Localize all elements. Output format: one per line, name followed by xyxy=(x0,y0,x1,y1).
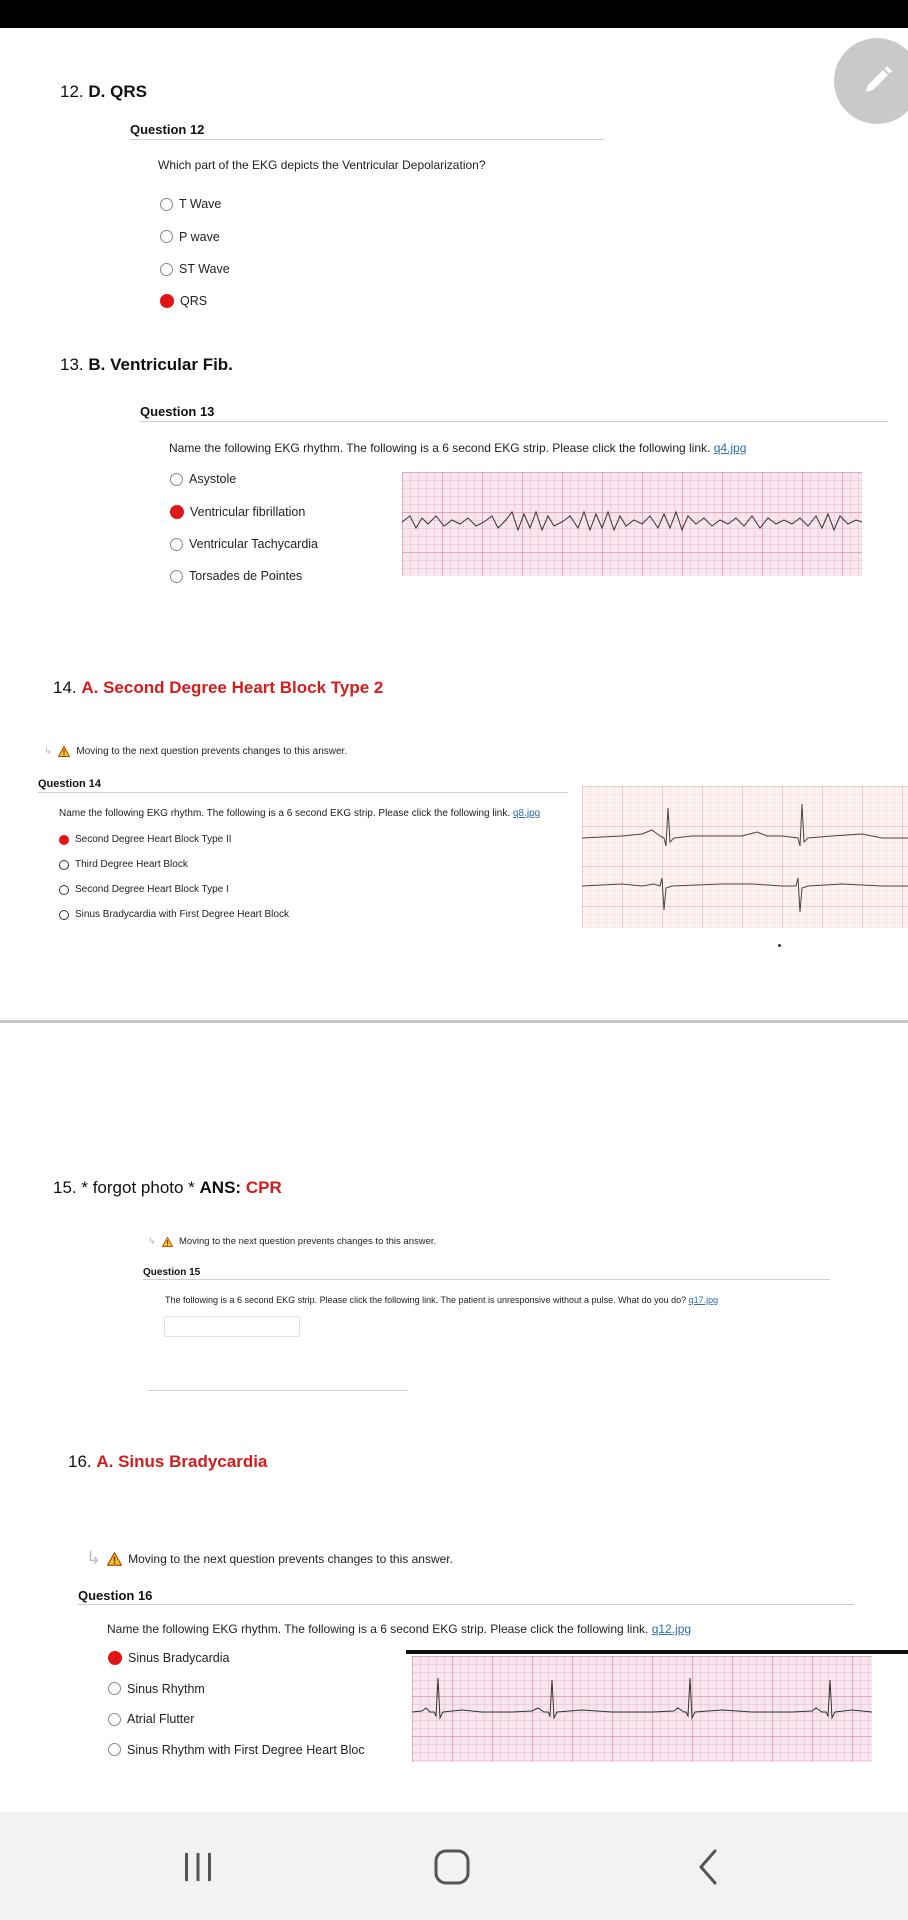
option-label: Ventricular fibrillation xyxy=(190,504,306,519)
q16-title: Question 16 xyxy=(78,1588,153,1603)
q13-heading-answer: B. Ventricular Fib. xyxy=(88,355,233,374)
q16-option[interactable] xyxy=(108,1704,365,1734)
pencil-icon xyxy=(857,61,897,101)
q16-heading-number: 16. xyxy=(68,1452,92,1471)
radio-button[interactable] xyxy=(160,263,173,276)
q13-option[interactable] xyxy=(170,528,318,560)
q15-title: Question 15 xyxy=(143,1267,201,1278)
radio-button-selected[interactable] xyxy=(170,505,184,519)
q12-heading-number: 12. xyxy=(60,82,84,101)
option-label: Sinus Bradycardia xyxy=(128,1651,230,1665)
q16-ekg-trace xyxy=(412,1656,872,1762)
q12-option[interactable] xyxy=(160,188,230,220)
option-label: Second Degree Heart Block Type I xyxy=(75,884,229,895)
radio-button[interactable] xyxy=(59,910,69,920)
radio-button-selected[interactable] xyxy=(108,1651,122,1665)
q16-image-link[interactable]: q12.jpg xyxy=(651,1622,692,1636)
radio-button[interactable] xyxy=(108,1682,121,1695)
q15-title-rule xyxy=(143,1279,830,1280)
radio-button[interactable] xyxy=(160,230,173,243)
q12-title-rule xyxy=(130,139,604,140)
partial-line xyxy=(148,1390,408,1391)
q15-question-text xyxy=(165,1295,718,1305)
radio-button[interactable] xyxy=(160,198,173,211)
radio-button[interactable] xyxy=(108,1713,121,1726)
system-nav-bar xyxy=(0,1812,908,1920)
q13-text: Name the following EKG rhythm. The following is a 6 second EKG strip. Please click the following link. xyxy=(169,441,711,455)
option-label: T Wave xyxy=(179,197,222,211)
q13-title: Question 13 xyxy=(140,404,215,419)
radio-button[interactable] xyxy=(59,860,69,870)
q16-ekg-strip xyxy=(412,1656,872,1762)
q15-answer-heading xyxy=(53,1178,282,1198)
q13-ekg-strip xyxy=(402,472,862,576)
back-button[interactable] xyxy=(678,1842,738,1892)
q14-ekg-strip xyxy=(582,786,908,928)
q13-image-link[interactable]: q4.jpg xyxy=(713,441,747,455)
q13-question-text xyxy=(169,441,746,455)
radio-button[interactable] xyxy=(59,885,69,895)
q15-warning xyxy=(148,1236,436,1247)
option-label: Ventricular Tachycardia xyxy=(189,537,319,551)
warning-text: Moving to the next question prevents changes to this answer. xyxy=(178,1236,437,1247)
option-label: Sinus Rhythm xyxy=(127,1681,205,1696)
q13-answer-heading xyxy=(60,355,233,375)
status-bar xyxy=(0,0,908,28)
q14-option[interactable] xyxy=(59,902,289,927)
warning-text: Moving to the next question prevents changes to this answer. xyxy=(128,1551,453,1566)
option-label: Second Degree Heart Block Type II xyxy=(75,834,232,845)
option-label: ST Wave xyxy=(179,262,230,276)
q14-heading-number: 14. xyxy=(53,678,77,697)
return-arrow-icon: ↳ xyxy=(148,1236,156,1247)
q14-heading-answer: A. Second Degree Heart Block Type 2 xyxy=(81,678,384,697)
warning-triangle-icon xyxy=(162,1237,173,1247)
radio-button[interactable] xyxy=(108,1743,121,1756)
q12-option[interactable] xyxy=(160,285,230,317)
radio-button-selected[interactable] xyxy=(59,835,69,845)
q16-heading-answer: A. Sinus Bradycardia xyxy=(96,1452,268,1471)
q15-answer-input[interactable] xyxy=(164,1316,300,1337)
q14-options xyxy=(59,827,289,927)
warning-triangle-icon xyxy=(107,1552,122,1566)
page-divider xyxy=(0,1020,908,1023)
recent-apps-button[interactable] xyxy=(168,1842,228,1892)
recent-apps-icon xyxy=(181,1851,215,1883)
q15-heading-note: * forgot photo * xyxy=(81,1178,195,1197)
q13-options xyxy=(170,463,318,592)
option-label: Asystole xyxy=(189,472,237,486)
q13-option[interactable] xyxy=(170,495,318,528)
q14-answer-heading xyxy=(53,678,383,698)
q14-question-text xyxy=(59,808,540,819)
q15-heading-answer: CPR xyxy=(245,1178,282,1197)
q13-option[interactable] xyxy=(170,560,318,592)
q13-option[interactable] xyxy=(170,463,318,495)
q14-option[interactable] xyxy=(59,827,289,852)
option-label: P wave xyxy=(179,229,220,244)
q16-options xyxy=(108,1643,365,1765)
q13-title-rule xyxy=(140,421,888,422)
warning-triangle-icon xyxy=(58,746,70,757)
option-label: Sinus Rhythm with First Degree Heart Bloc xyxy=(127,1742,365,1757)
q14-title: Question 14 xyxy=(38,778,101,790)
q16-option[interactable] xyxy=(108,1643,365,1673)
option-label: Third Degree Heart Block xyxy=(75,859,188,870)
return-arrow-icon: ↳ xyxy=(44,746,53,757)
radio-button[interactable] xyxy=(170,473,183,486)
option-label: QRS xyxy=(180,294,208,308)
back-icon xyxy=(696,1848,720,1886)
q15-heading-number: 15. xyxy=(53,1178,77,1197)
q16-option[interactable] xyxy=(108,1734,365,1765)
q16-answer-heading xyxy=(68,1452,267,1472)
edit-button[interactable] xyxy=(834,38,908,124)
q13-ekg-trace xyxy=(402,472,862,576)
radio-button-selected[interactable] xyxy=(160,294,174,308)
q12-title: Question 12 xyxy=(130,122,205,137)
q16-title-rule xyxy=(78,1604,854,1605)
q14-option[interactable] xyxy=(59,877,289,902)
q12-option[interactable] xyxy=(160,253,230,285)
radio-button[interactable] xyxy=(170,570,183,583)
q15-text: The following is a 6 second EKG strip. Please click the following link. The patient is unresponsive without a pulse. What do you do? xyxy=(165,1295,687,1305)
home-button[interactable] xyxy=(422,1842,482,1892)
q14-text: Name the following EKG rhythm. The following is a 6 second EKG strip. Please click the following link. xyxy=(59,808,511,819)
q15-image-link[interactable]: q17.jpg xyxy=(688,1295,719,1305)
q12-options xyxy=(160,188,230,317)
q15-cut-off-row xyxy=(148,1384,408,1392)
q16-option[interactable] xyxy=(108,1673,365,1704)
q12-option[interactable] xyxy=(160,220,230,253)
q14-image-link[interactable]: q8.jpg xyxy=(512,808,541,819)
q14-option[interactable] xyxy=(59,852,289,877)
option-label: Atrial Flutter xyxy=(127,1712,195,1726)
q16-strip-top-border xyxy=(406,1650,908,1654)
q12-heading-answer: D. QRS xyxy=(88,82,147,101)
q14-warning xyxy=(44,746,347,757)
radio-button[interactable] xyxy=(170,538,183,551)
return-arrow-icon: ↳ xyxy=(86,1548,102,1568)
q12-answer-heading xyxy=(60,82,147,102)
stray-dot xyxy=(778,944,781,947)
option-label: Torsades de Pointes xyxy=(189,569,303,583)
home-icon xyxy=(433,1848,471,1886)
q16-warning xyxy=(86,1548,453,1569)
q16-question-text xyxy=(107,1622,691,1636)
q13-heading-number: 13. xyxy=(60,355,84,374)
warning-text: Moving to the next question prevents changes to this answer. xyxy=(76,746,348,757)
q14-ekg-trace xyxy=(582,786,908,928)
q15-heading-label: ANS: xyxy=(199,1178,242,1197)
q14-title-rule xyxy=(38,792,568,793)
option-label: Sinus Bradycardia with First Degree Heart Block xyxy=(75,909,289,920)
q16-text: Name the following EKG rhythm. The following is a 6 second EKG strip. Please click the following link. xyxy=(107,1622,649,1636)
q12-question-text: Which part of the EKG depicts the Ventricular Depolarization? xyxy=(158,158,486,172)
